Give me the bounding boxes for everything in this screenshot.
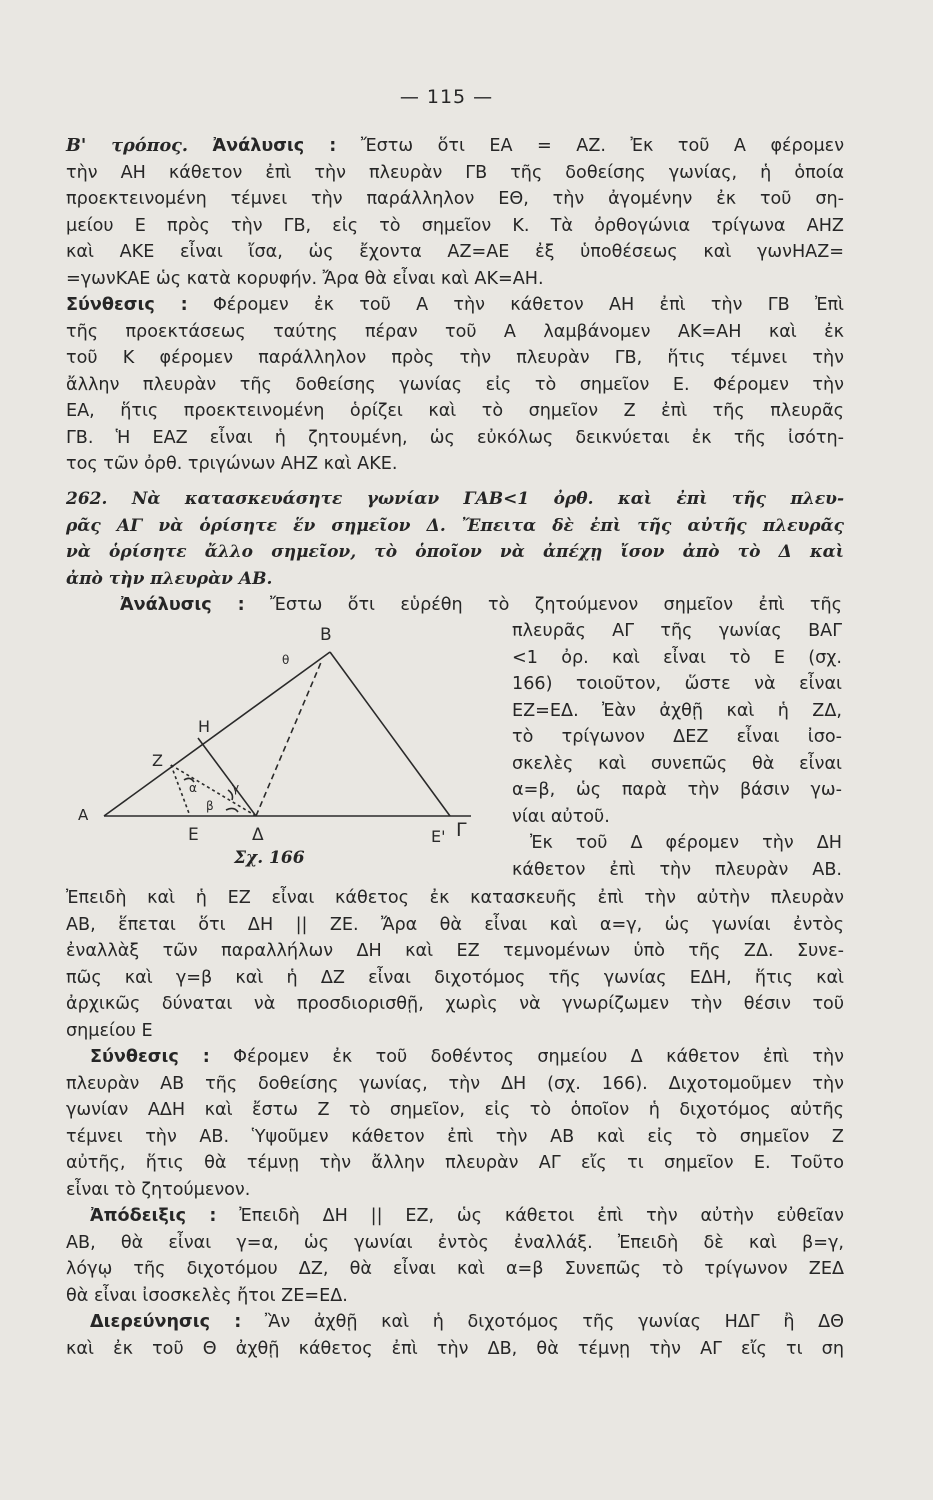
text-line: καὶ ΑΚΕ εἶναι ἴσα, ὡς ἔχοντα ΑΖ=ΑΕ ἐξ ὑποθέσεως καὶ γωνΗΑΖ= <box>66 242 844 262</box>
text-line: καὶ ἐκ τοῦ Θ ἀχθῇ κάθετος ἐπὶ τὴν ΔΒ, θὰ τέμνῃ τὴν ΑΓ εἴς τι ση <box>66 1338 844 1359</box>
synthesis-label: Σύνθεσις : <box>90 1047 210 1067</box>
text-line: ΓΒ. Ἡ ΕΑΖ εἶναι ἡ ζητουμένη, ὡς εὐκόλως δεικνύεται ἐκ τῆς ἰσότη- <box>66 427 844 448</box>
label-e: Ε <box>188 825 199 845</box>
text-line: εἶναι τὸ ζητούμενον. <box>66 1179 251 1200</box>
text-line: Φέρομεν ἐκ τοῦ Α τὴν κάθετον ΑΗ ἐπὶ τὴν ΓΒ Ἐπὶ <box>212 295 845 315</box>
text-line: ἄλλην πλευρὰν τῆς δοθείσης γωνίας εἰς τὸ σημεῖον Ε. Φέρομεν τὴν <box>66 374 844 395</box>
text-line: Φέρομεν ἐκ τοῦ δοθέντος σημείου Δ κάθετον ἐπὶ τὴν <box>233 1047 844 1067</box>
label-alpha: α <box>189 781 197 795</box>
section-b-line-1 <box>66 133 844 160</box>
text-line: 166) τοιοῦτον, ὥστε νὰ εἶναι <box>512 674 842 694</box>
proof-label: Ἀπόδειξις : <box>90 1206 217 1226</box>
text-line: αὐτῆς, ἥτις θὰ τέμνῃ τὴν ἄλλην πλευρὰν ΑΓ εἴς τι σημεῖον Ε. Τοῦτο <box>66 1153 844 1173</box>
line-ze <box>171 765 190 816</box>
label-beta: β <box>206 799 214 813</box>
problem-text: Νὰ κατασκευάσητε γωνίαν ΓΑΒ<1 ὀρθ. καὶ ἐπὶ τῆς πλευ- <box>131 489 845 509</box>
text-line: α=β, ὡς παρὰ τὴν βάσιν γω- <box>512 780 842 800</box>
text-line: ἐναλλὰξ τῶν παραλλήλων ΔΗ καὶ ΕΖ τεμνομένων ὑπὸ τῆς ΖΔ. Συνε- <box>66 941 844 961</box>
text-line: Ἐκ τοῦ Δ φέρομεν τὴν ΔΗ <box>530 833 842 853</box>
text-line: θὰ εἶναι ἰσοσκελὲς ἤτοι ΖΕ=ΕΔ. <box>66 1285 348 1306</box>
text-line: Ἐπειδὴ καὶ ἡ ΕΖ εἶναι κάθετος ἐκ κατασκευῆς ἐπὶ τὴν αὐτὴν πλευρὰν <box>66 888 844 908</box>
text-line: τὸ τρίγωνον ΔΕΖ εἶναι ἰσο- <box>512 727 842 747</box>
text-line: =γωνΚΑΕ ὡς κατὰ κορυφήν. Ἄρα θὰ εἶναι καὶ ΑΚ=ΑΗ. <box>66 268 544 289</box>
line-d-theta <box>256 660 322 816</box>
method-label: Β' τρόπος. <box>66 135 189 156</box>
text-line: τέμνει τὴν ΑΒ. Ὑψοῦμεν κάθετον ἐπὶ τὴν ΑΒ καὶ εἰς τὸ σημεῖον Ζ <box>66 1126 844 1147</box>
text-line: Ἐπειδὴ ΔΗ || ΕΖ, ὡς κάθετοι ἐπὶ τὴν αὐτὴν εὐθεῖαν <box>239 1206 844 1226</box>
label-gamma: γ <box>232 781 240 795</box>
text-line: σημείου Ε <box>66 1020 153 1041</box>
problem-line-1 <box>66 486 844 513</box>
figure-caption: Σχ. 166 <box>234 848 305 868</box>
angle-mark-beta <box>226 808 238 812</box>
text-line: Ἔστω ὅτι ΕΑ = ΑΖ. Ἐκ τοῦ Α φέρομεν <box>360 136 845 156</box>
synthesis-label-b: Σύνθεσις : <box>66 295 188 315</box>
synthesis-b-line-1 <box>66 292 844 319</box>
problem-number: 262. <box>66 489 108 509</box>
analysis-first-line <box>120 592 842 619</box>
discussion-label: Διερεύνησις : <box>90 1312 242 1332</box>
page-number: — 115 — <box>399 86 494 108</box>
text-line: τος τῶν ὀρθ. τριγώνων ΑΗΖ καὶ ΑΚΕ. <box>66 454 398 474</box>
text-line: ΕΖ=ΕΔ. Ἐὰν ἀχθῇ καὶ ἡ ΖΔ, <box>512 700 842 721</box>
synthesis-line-1 <box>66 1044 844 1071</box>
proof-line-1 <box>66 1203 844 1230</box>
text-line: ΑΒ, θὰ εἶναι γ=α, ὡς γωνίαι ἐντὸς ἐναλλάξ. Ἐπειδὴ δὲ καὶ β=γ, <box>66 1232 844 1253</box>
text-line: νίαι αὐτοῦ. <box>512 806 610 827</box>
line-ab <box>104 652 330 816</box>
text-line: πῶς καὶ γ=β καὶ ἡ ΔΖ εἶναι διχοτόμος τῆς γωνίας ΕΔΗ, ἥτις καὶ <box>66 967 844 988</box>
label-g: Γ <box>456 819 467 841</box>
body-after-text <box>66 885 844 1362</box>
problem-text: νὰ ὁρίσητε ἄλλο σημεῖον, τὸ ὁποῖον νὰ ἀπέχῃ ἴσον ἀπὸ τὸ Δ καὶ <box>66 542 844 562</box>
label-z: Ζ <box>152 751 163 770</box>
text-line: ΑΒ, ἕπεται ὅτι ΔΗ || ΖΕ. Ἄρα θὰ εἶναι καὶ α=γ, ὡς γωνίαι ἐντὸς <box>66 914 844 935</box>
text-line: λόγῳ τῆς διχοτόμου ΔΖ, θὰ εἶναι καὶ α=β Συνεπῶς τὸ τρίγωνον ΖΕΔ <box>66 1259 844 1279</box>
analysis-right-column <box>512 618 842 883</box>
problem-text: ρᾶς ΑΓ νὰ ὁρίσητε ἕν σημεῖον Δ. Ἔπειτα δὲ ἐπὶ τῆς αὐτῆς πλευρᾶς <box>66 515 844 536</box>
text-line: ἀρχικῶς δύναται νὰ προσδιορισθῇ, χωρὶς νὰ γνωρίζωμεν τὴν θέσιν τοῦ <box>66 994 844 1014</box>
text-line: <1 ὀρ. καὶ εἶναι τὸ Ε (σχ. <box>512 647 842 668</box>
analysis-label-b: Ἀνάλυσις : <box>212 136 337 156</box>
analysis-label: Ἀνάλυσις : <box>120 595 245 615</box>
section-b-text <box>66 133 844 478</box>
label-d: Δ <box>252 825 264 845</box>
text-line: μείου Ε πρὸς τὴν ΓΒ, εἰς τὸ σημεῖον Κ. Τὰ ὀρθογώνια τρίγωνα ΑΗΖ <box>66 215 844 236</box>
text-line: σκελὲς καὶ συνεπῶς θὰ εἶναι <box>512 753 842 774</box>
text-line: πλευρᾶς ΑΓ τῆς γωνίας ΒΑΓ <box>512 621 842 641</box>
text-line: γωνίαν ΑΔΗ καὶ ἔστω Ζ τὸ σημεῖον, εἰς τὸ ὁποῖον ἡ διχοτόμος αὐτῆς <box>66 1100 844 1120</box>
text-line: Ἔστω ὅτι εὑρέθη τὸ ζητούμενον σημεῖον ἐπὶ τῆς <box>270 595 842 615</box>
label-b: Β <box>320 625 332 645</box>
text-line: πλευρὰν ΑΒ τῆς δοθείσης γωνίας, τὴν ΔΗ (σχ. 166). Διχοτομοῦμεν τὴν <box>66 1073 844 1094</box>
label-h: Η <box>198 717 211 736</box>
text-line: τὴν ΑΗ κάθετον ἐπὶ τὴν πλευρὰν ΓΒ τῆς δοθείσης γωνίας, ἡ ὁποία <box>66 162 844 183</box>
label-e-prime: Ε' <box>431 827 446 846</box>
label-a: Α <box>78 806 89 824</box>
text-line: τοῦ Κ φέρομεν παράλληλον πρὸς τὴν πλευρὰν ΓΒ, ἥτις τέμνει τὴν <box>66 348 844 368</box>
discussion-line-1 <box>66 1309 844 1336</box>
text-line: προεκτεινομένη τέμνει τὴν παράλληλον ΕΘ, τὴν ἀγομένην ἐκ τοῦ ση- <box>66 189 844 209</box>
text-line: ΕΑ, ἥτις προεκτεινομένη ὁρίζει καὶ τὸ σημεῖον Ζ ἐπὶ τῆς πλευρᾶς <box>66 401 844 421</box>
figure-166 <box>76 620 496 850</box>
text-line: Ἂν ἀχθῇ καὶ ἡ διχοτόμος τῆς γωνίας ΗΔΓ ἢ ΔΘ <box>264 1312 845 1332</box>
problem-text: ἀπὸ τὴν πλευρὰν ΑΒ. <box>66 568 273 589</box>
label-theta: θ <box>282 653 290 667</box>
text-line: τῆς προεκτάσεως ταύτης πέραν τοῦ Α λαμβάνομεν ΑΚ=ΑΗ καὶ ἐκ <box>66 321 844 342</box>
line-bg <box>330 652 450 816</box>
text-line: κάθετον ἐπὶ τὴν πλευρὰν ΑΒ. <box>512 859 842 880</box>
problem-262 <box>66 486 844 592</box>
